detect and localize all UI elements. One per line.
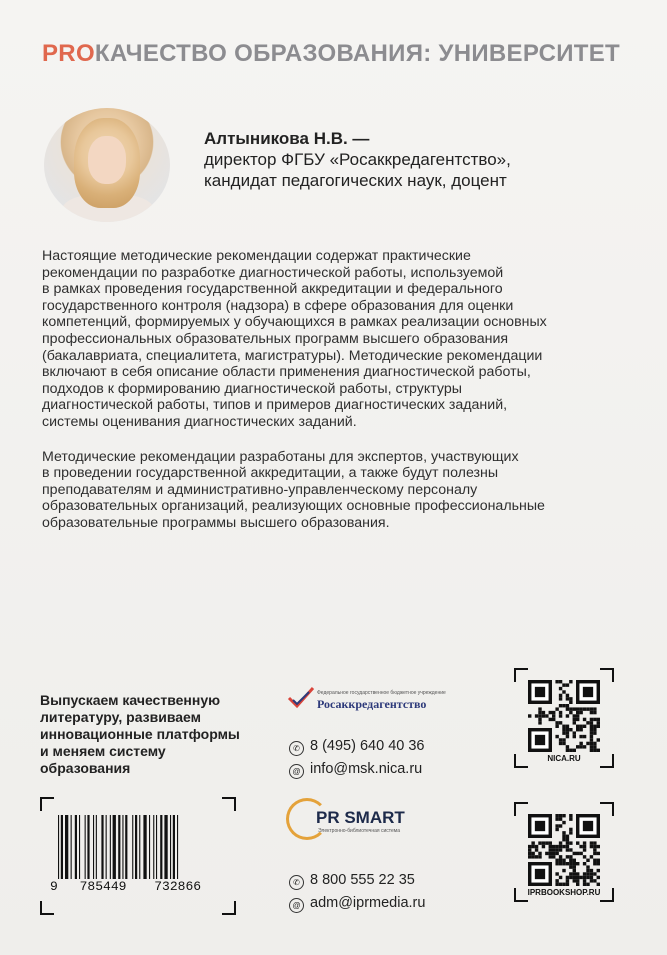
series-title-rest: КАЧЕСТВО ОБРАЗОВАНИЯ: УНИВЕРСИТЕТ xyxy=(94,40,620,67)
slogan-line: литературу, развиваем xyxy=(40,709,202,725)
text-line: подходов к формированию диагностической работы, структуры xyxy=(42,380,462,397)
publisher-slogan xyxy=(40,692,240,777)
ipr-phone[interactable] xyxy=(289,872,415,890)
barcode-digit-group: 785449 xyxy=(79,879,127,894)
qr-label-nica: NICA.RU xyxy=(547,754,581,763)
ipr-email[interactable] xyxy=(289,895,425,913)
phone-icon: ✆ xyxy=(289,875,304,890)
isbn-barcode xyxy=(40,797,236,915)
qr-label-iprbookshop: IPRBOOKSHOP.RU xyxy=(527,888,601,897)
series-title xyxy=(42,40,642,68)
description-paragraph-1 xyxy=(42,248,632,431)
text-line: государственного контроля (надзора) в сфере образования для оценки xyxy=(42,297,514,314)
series-title-pro: PRO xyxy=(42,40,95,67)
author-degree: кандидат педагогических наук, доцент xyxy=(204,171,507,190)
agency-phone[interactable] xyxy=(289,738,424,756)
email-icon: @ xyxy=(289,764,304,779)
barcode-bars xyxy=(56,815,222,879)
barcode-digits xyxy=(50,879,230,894)
text-line: Настоящие методические рекомендации содержат практические xyxy=(42,248,471,264)
agency-email[interactable] xyxy=(289,761,422,779)
text-line: (бакалавриата, специалитета, магистратуры). Методические рекомендации xyxy=(42,347,543,364)
description-paragraph-2 xyxy=(42,449,632,532)
agency-caption: Федеральное государственное бюджетное учреждение xyxy=(317,690,446,696)
author-position: директор ФГБУ «Росаккредагентство», xyxy=(204,150,511,169)
text-line: образовательных организаций, реализующих основные профессиональные xyxy=(42,498,545,515)
slogan-line: образования xyxy=(40,760,131,776)
slogan-line: Выпускаем качественную xyxy=(40,692,221,708)
text-line: Методические рекомендации разработаны для экспертов, участвующих xyxy=(42,448,519,465)
text-line: преподавателям и административно-управленческому персоналу xyxy=(42,481,478,498)
agency-email-text: info@msk.nica.ru xyxy=(310,761,423,777)
author-name: Алтыникова Н.В. — xyxy=(204,129,370,148)
text-line: диагностической работы, типов и примеров диагностических заданий, xyxy=(42,397,508,414)
phone-icon: ✆ xyxy=(289,741,304,756)
agency-phone-text: 8 (495) 640 40 36 xyxy=(310,738,425,754)
text-line: в рамках проведения государственной аккредитации и федерального xyxy=(42,281,503,298)
text-line: системы оценивания диагностических заданий. xyxy=(42,413,357,430)
text-line: образовательные программы высшего образования. xyxy=(42,514,390,531)
qr-code-pattern xyxy=(528,680,600,752)
qr-code-pattern xyxy=(528,814,600,886)
ipr-email-text: adm@iprmedia.ru xyxy=(310,895,426,911)
ipr-tagline: Электронно-библиотечная система xyxy=(318,828,400,834)
barcode-digit-group: 9 xyxy=(50,879,58,894)
agency-logo-icon xyxy=(287,686,315,710)
text-line: компетенций, формируемых у обучающихся в рамках реализации основных xyxy=(42,314,547,331)
email-icon: @ xyxy=(289,898,304,913)
slogan-line: инновационные платформы xyxy=(40,726,240,742)
author-block xyxy=(204,128,511,191)
ipr-brand: PR SMART xyxy=(316,808,405,827)
qr-code-iprbookshop[interactable] xyxy=(514,802,614,902)
agency-brand: Росаккредагентство xyxy=(317,697,427,711)
text-line: профессиональных образовательных программ высшего образования xyxy=(42,330,509,347)
slogan-line: и меняем систему xyxy=(40,743,166,759)
text-line: включают в себя описание области применения диагностической работы, xyxy=(42,364,531,381)
author-photo xyxy=(44,108,170,222)
text-line: в проведении государственной аккредитации, а также будут полезны xyxy=(42,465,499,482)
description xyxy=(42,248,632,550)
qr-code-nica[interactable] xyxy=(514,668,614,768)
ipr-phone-text: 8 800 555 22 35 xyxy=(310,872,415,888)
barcode-digit-group: 732866 xyxy=(154,879,202,894)
text-line: рекомендации по разработке диагностической работы, используемой xyxy=(42,264,504,281)
